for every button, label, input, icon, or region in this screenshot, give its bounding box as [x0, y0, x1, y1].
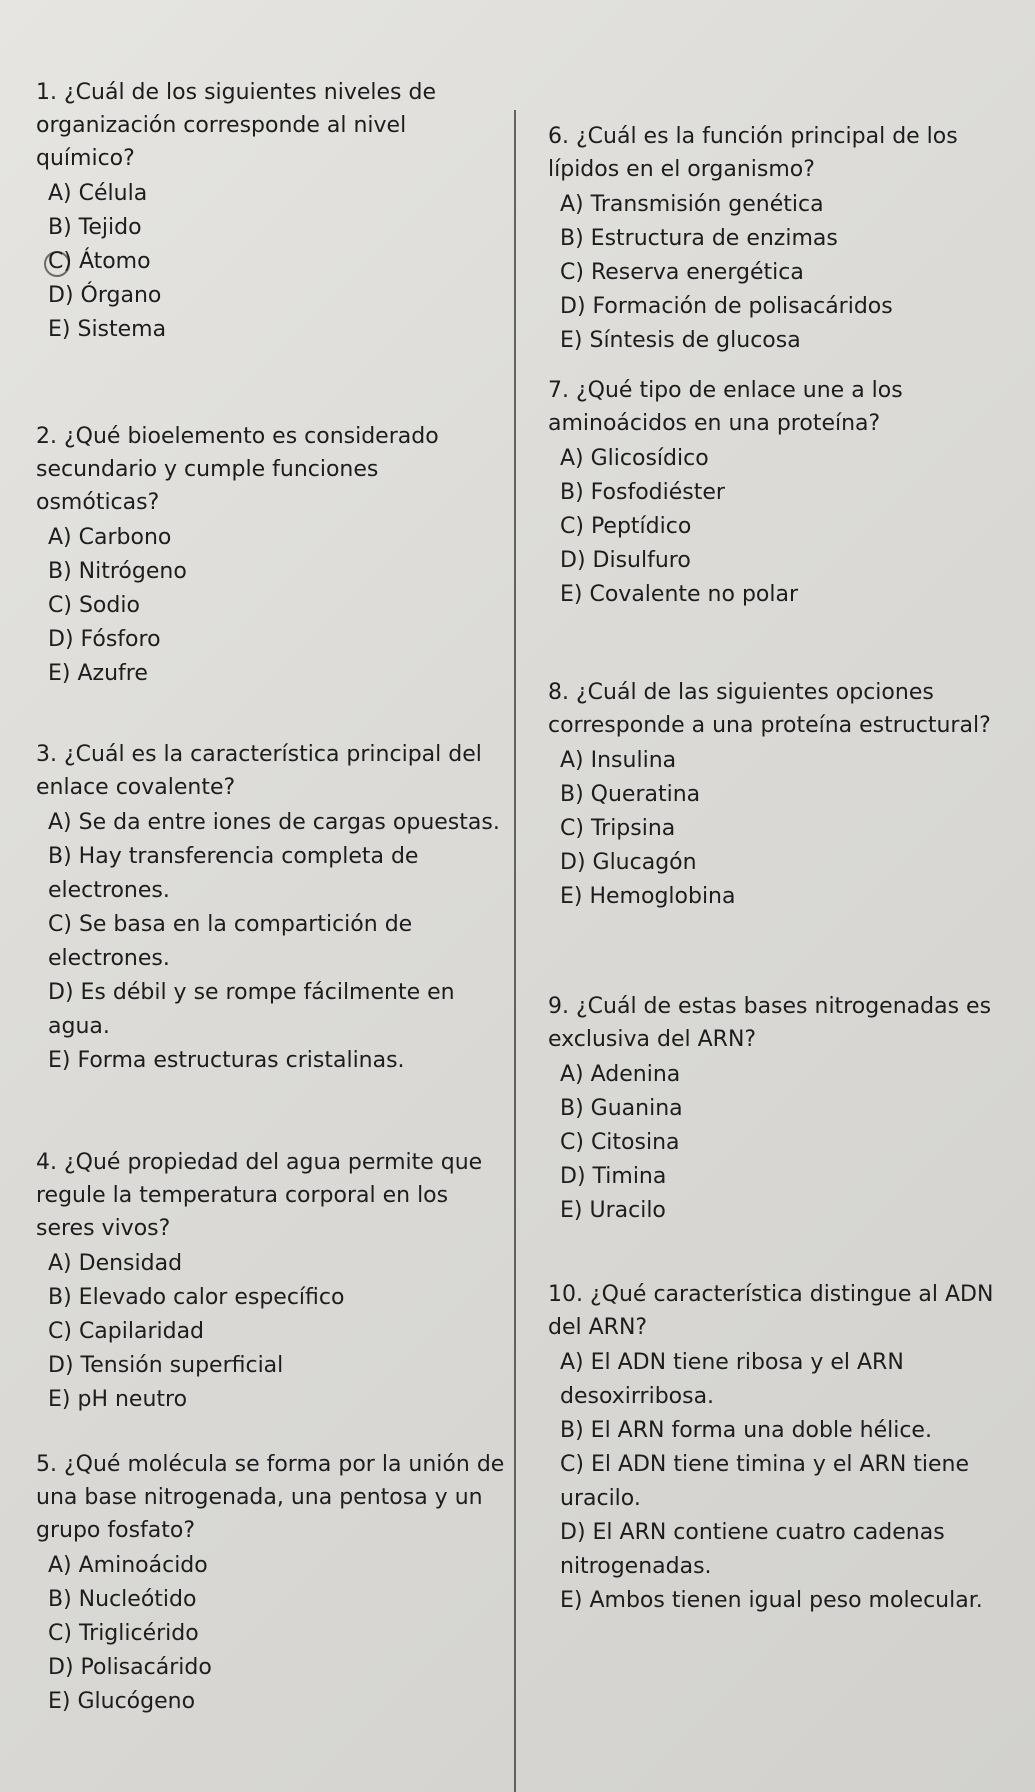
question-4 [36, 1146, 506, 1417]
option-e: E) pH neutro [48, 1387, 188, 1412]
question-7 [548, 374, 1018, 612]
option-a: A) Densidad [48, 1251, 183, 1276]
question-text: 2. ¿Qué bioelemento es considerado secundario y cumple funciones osmóticas? [36, 424, 439, 515]
option-b: B) Nucleótido [48, 1587, 197, 1612]
option-c: C) Triglicérido [48, 1621, 199, 1646]
question-8 [548, 676, 1018, 914]
question-9 [548, 990, 1018, 1228]
question-6 [548, 120, 1018, 358]
option-a: A) Glicosídico [560, 446, 709, 471]
option-e: E) Hemoglobina [560, 884, 736, 909]
option-a: A) Insulina [560, 748, 677, 773]
option-d: D) Órgano [48, 283, 162, 308]
column-divider [514, 110, 516, 1792]
option-b: B) Estructura de enzimas [560, 226, 838, 251]
option-a: A) Célula [48, 181, 148, 206]
option-c: C) Peptídico [560, 514, 692, 539]
option-c [36, 245, 506, 279]
option-c: C) Reserva energética [560, 260, 804, 285]
question-text: 5. ¿Qué molécula se forma por la unión de una base nitrogenada, una pentosa y un grupo fosfato? [36, 1452, 505, 1543]
option-b: B) Queratina [560, 782, 701, 807]
option-d: D) Es débil y se rompe fácilmente en agua. [48, 980, 455, 1039]
question-text: 3. ¿Cuál es la característica principal del enlace covalente? [36, 742, 482, 800]
question-text: 4. ¿Qué propiedad del agua permite que regule la temperatura corporal en los seres vivos? [36, 1150, 483, 1241]
option-d: D) El ARN contiene cuatro cadenas nitrogenadas. [560, 1520, 945, 1579]
question-text: 7. ¿Qué tipo de enlace une a los aminoácidos en una proteína? [548, 378, 903, 436]
option-c: C) Capilaridad [48, 1319, 205, 1344]
question-1 [36, 76, 506, 347]
option-e: E) Síntesis de glucosa [560, 328, 801, 353]
option-b: B) Hay transferencia completa de electrones. [48, 844, 419, 903]
option-e: E) Sistema [48, 317, 167, 342]
option-a: A) El ADN tiene ribosa y el ARN desoxirribosa. [560, 1350, 904, 1409]
option-c: C) Sodio [48, 593, 140, 618]
option-a: A) Carbono [48, 525, 172, 550]
question-3 [36, 738, 506, 1078]
option-d: D) Timina [560, 1164, 667, 1189]
option-c: C) Tripsina [560, 816, 676, 841]
question-text: 8. ¿Cuál de las siguientes opciones corresponde a una proteína estructural? [548, 680, 991, 738]
option-a: A) Transmisión genética [560, 192, 824, 217]
option-a: A) Aminoácido [48, 1553, 208, 1578]
option-b: B) Tejido [48, 215, 142, 240]
question-text: 9. ¿Cuál de estas bases nitrogenadas es exclusiva del ARN? [548, 994, 992, 1052]
option-b: B) Nitrógeno [48, 559, 187, 584]
option-a: A) Adenina [560, 1062, 681, 1087]
option-d: D) Fósforo [48, 627, 161, 652]
option-e: E) Glucógeno [48, 1689, 196, 1714]
option-c: C) Se basa en la compartición de electrones. [48, 912, 413, 971]
option-b: B) Guanina [560, 1096, 683, 1121]
option-e: E) Azufre [48, 661, 148, 686]
option-b: B) Fosfodiéster [560, 480, 725, 505]
option-e: E) Covalente no polar [560, 582, 799, 607]
option-b: B) El ARN forma una doble hélice. [560, 1418, 932, 1443]
option-d: D) Polisacárido [48, 1655, 212, 1680]
option-b: B) Elevado calor específico [48, 1285, 345, 1310]
option-c: C) Citosina [560, 1130, 680, 1155]
option-e: E) Uracilo [560, 1198, 666, 1223]
question-10 [548, 1278, 1018, 1618]
option-d: D) Glucagón [560, 850, 697, 875]
question-text: 10. ¿Qué característica distingue al ADN del ARN? [548, 1282, 994, 1340]
answer-mark-icon [44, 251, 70, 277]
option-d: D) Tensión superficial [48, 1353, 284, 1378]
question-text: 1. ¿Cuál de los siguientes niveles de organización corresponde al nivel químico? [36, 80, 436, 171]
option-d: D) Disulfuro [560, 548, 691, 573]
option-c-label: C) Átomo [48, 249, 151, 274]
question-2 [36, 420, 506, 691]
question-text: 6. ¿Cuál es la función principal de los lípidos en el organismo? [548, 124, 958, 182]
option-e: E) Ambos tienen igual peso molecular. [560, 1588, 983, 1613]
option-d: D) Formación de polisacáridos [560, 294, 893, 319]
option-e: E) Forma estructuras cristalinas. [48, 1048, 405, 1073]
option-c: C) El ADN tiene timina y el ARN tiene uracilo. [560, 1452, 970, 1511]
question-5 [36, 1448, 506, 1719]
option-a: A) Se da entre iones de cargas opuestas. [48, 810, 500, 835]
